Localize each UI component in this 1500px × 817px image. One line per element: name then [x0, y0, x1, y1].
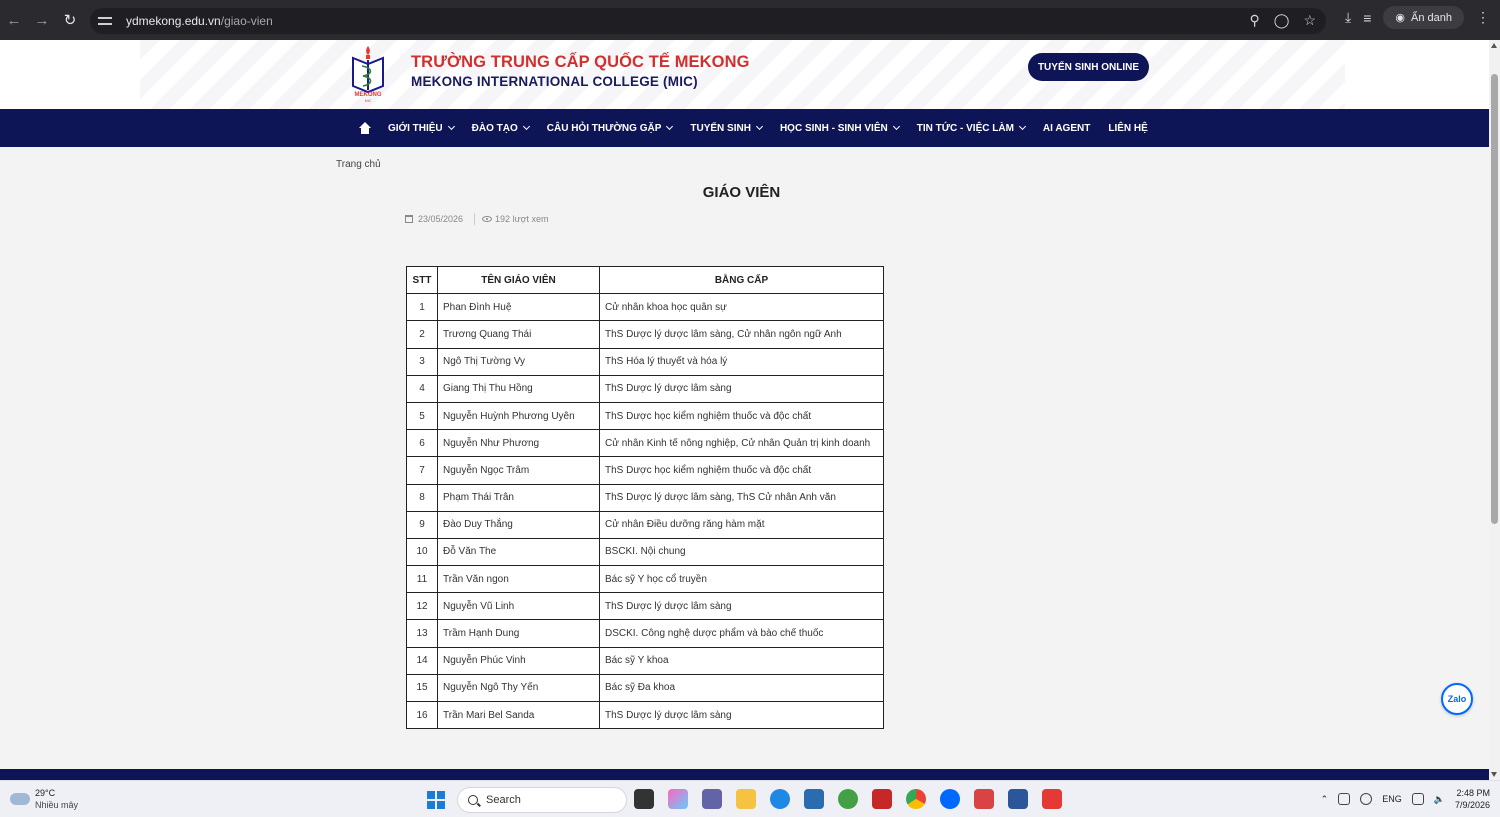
- chevron-down-icon: [1019, 123, 1026, 130]
- teacher-degree: Cử nhân Kinh tế nông nghiệp, Cử nhân Quản trị kinh doanh: [600, 430, 884, 457]
- teacher-name: Ngô Thị Tường Vy: [438, 348, 600, 375]
- app-icon[interactable]: [838, 789, 858, 809]
- address-bar[interactable]: [90, 8, 1326, 34]
- scroll-up-icon[interactable]: [1491, 43, 1497, 48]
- teacher-name: Trương Quang Thái: [438, 321, 600, 348]
- search-label: Search: [486, 794, 521, 806]
- chrome-icon[interactable]: [906, 789, 926, 809]
- eye-off-icon[interactable]: ◯: [1273, 12, 1290, 28]
- post-date: 23/05/2026: [418, 214, 464, 224]
- table-row: [407, 702, 884, 729]
- weather-description: Nhiều mây: [35, 800, 79, 810]
- teacher-index: 2: [407, 321, 438, 348]
- chevron-up-icon[interactable]: ⌃: [1320, 793, 1329, 804]
- temperature: 29°C: [35, 788, 56, 798]
- tray-app-icon[interactable]: [1338, 793, 1350, 805]
- teacher-name: Trần Mari Bel Sanda: [438, 702, 600, 729]
- teacher-index: 7: [407, 457, 438, 484]
- nav-item-news-jobs[interactable]: TIN TỨC - VIỆC LÀM: [917, 123, 1025, 134]
- network-icon[interactable]: [1412, 793, 1424, 805]
- teacher-degree: Bác sỹ Y học cổ truyền: [600, 566, 884, 593]
- teacher-degree: BSCKI. Nội chung: [600, 538, 884, 565]
- scroll-down-icon[interactable]: [1491, 772, 1497, 777]
- windows-taskbar: [0, 780, 1500, 817]
- download-icon[interactable]: ⤓: [1345, 9, 1352, 25]
- teacher-degree: ThS Dược lý dược lâm sàng, Cử nhân ngôn ngữ Anh: [600, 321, 884, 348]
- teacher-degree: ThS Dược lý dược lâm sàng: [600, 702, 884, 729]
- start-button[interactable]: [427, 791, 445, 809]
- language-indicator[interactable]: ENG: [1382, 794, 1402, 804]
- home-icon[interactable]: [358, 122, 372, 134]
- table-row: [407, 566, 884, 593]
- search-icon: [468, 795, 478, 805]
- mcafee-icon[interactable]: [872, 789, 892, 809]
- teacher-index: 11: [407, 566, 438, 593]
- teacher-index: 14: [407, 647, 438, 674]
- forward-icon[interactable]: →: [34, 11, 50, 29]
- clock-date: 7/9/2026: [1454, 800, 1490, 810]
- teacher-index: 4: [407, 375, 438, 402]
- table-row: [407, 593, 884, 620]
- active-app-icon[interactable]: [974, 789, 994, 809]
- school-name-en: MEKONG INTERNATIONAL COLLEGE (MIC): [411, 74, 698, 89]
- teacher-index: 10: [407, 538, 438, 565]
- meta-divider: [474, 213, 475, 225]
- table-row: [407, 348, 884, 375]
- scrollbar-thumb[interactable]: [1491, 74, 1498, 524]
- calendar-icon: [405, 215, 413, 223]
- browser-toolbar: [0, 0, 1500, 40]
- teacher-index: 1: [407, 294, 438, 321]
- menu-icon[interactable]: ⋮: [1476, 9, 1490, 25]
- teacher-degree: Cử nhân Điều dưỡng răng hàm mặt: [600, 511, 884, 538]
- chevron-down-icon: [666, 123, 673, 130]
- table-row: [407, 375, 884, 402]
- svg-text:MIC: MIC: [364, 99, 372, 103]
- teacher-degree: ThS Dược lý dược lâm sàng: [600, 375, 884, 402]
- teacher-name: Phan Đình Huệ: [438, 294, 600, 321]
- teacher-index: 15: [407, 674, 438, 701]
- chevron-down-icon: [756, 123, 763, 130]
- teacher-name: Trầm Hạnh Dung: [438, 620, 600, 647]
- table-row: [407, 620, 884, 647]
- teacher-degree: Cử nhân khoa học quân sự: [600, 294, 884, 321]
- footer-bar: [0, 769, 1489, 780]
- teacher-index: 12: [407, 593, 438, 620]
- cloud-icon: [10, 793, 30, 805]
- site-info-icon[interactable]: [98, 15, 114, 27]
- table-header-row: [407, 267, 884, 294]
- table-row: [407, 402, 884, 429]
- nav-item-students[interactable]: HỌC SINH - SINH VIÊN: [780, 123, 899, 134]
- teacher-index: 3: [407, 348, 438, 375]
- reload-icon[interactable]: ↻: [63, 12, 77, 29]
- eye-icon: [482, 216, 492, 222]
- teacher-name: Nguyễn Huỳnh Phương Uyên: [438, 402, 600, 429]
- chevron-down-icon: [523, 123, 530, 130]
- zalo-app-icon[interactable]: [940, 789, 960, 809]
- site-header: [0, 40, 1489, 109]
- teacher-degree: Bác sỹ Y khoa: [600, 647, 884, 674]
- school-name-vn: TRƯỜNG TRUNG CẤP QUỐC TẾ MEKONG: [411, 53, 750, 71]
- teacher-name: Nguyễn Vũ Linh: [438, 593, 600, 620]
- teacher-index: 9: [407, 511, 438, 538]
- teacher-name: Nguyễn Ngô Thy Yến: [438, 674, 600, 701]
- teacher-degree: ThS Hóa lý thuyết và hóa lý: [600, 348, 884, 375]
- teacher-degree: ThS Dược học kiểm nghiệm thuốc và độc chất: [600, 457, 884, 484]
- incognito-icon: ◉: [1395, 12, 1406, 24]
- main-nav: [0, 109, 1489, 147]
- file-explorer-icon[interactable]: [736, 789, 756, 809]
- page-scrollbar[interactable]: [1489, 40, 1500, 780]
- teacher-degree: Bác sỹ Đa khoa: [600, 674, 884, 701]
- nav-item-dao-tao[interactable]: ĐÀO TẠO: [472, 123, 529, 134]
- table-row: [407, 484, 884, 511]
- table-row: [407, 321, 884, 348]
- admission-online-button[interactable]: TUYỂN SINH ONLINE: [1028, 53, 1149, 81]
- teacher-degree: ThS Dược lý dược lâm sàng: [600, 593, 884, 620]
- store-icon[interactable]: [804, 789, 824, 809]
- teacher-name: Nguyễn Như Phương: [438, 430, 600, 457]
- teacher-index: 6: [407, 430, 438, 457]
- teacher-name: Phạm Thái Trân: [438, 484, 600, 511]
- teacher-table: [406, 266, 884, 729]
- teacher-degree: ThS Dược học kiểm nghiệm thuốc và độc chất: [600, 402, 884, 429]
- breadcrumb[interactable]: Trang chủ: [336, 159, 381, 170]
- snipping-tool-icon[interactable]: [1042, 789, 1062, 809]
- teacher-degree: ThS Dược lý dược lâm sàng, ThS Cử nhân Anh văn: [600, 484, 884, 511]
- table-row: [407, 430, 884, 457]
- tray-app-icon-2[interactable]: [1360, 793, 1372, 805]
- nav-item-tuyen-sinh[interactable]: TUYỂN SINH: [690, 123, 762, 134]
- weather-widget[interactable]: [10, 787, 78, 811]
- copilot-icon[interactable]: [668, 789, 688, 809]
- edge-icon[interactable]: [770, 789, 790, 809]
- teacher-index: 13: [407, 620, 438, 647]
- table-row: [407, 538, 884, 565]
- url-text[interactable]: ydmekong.edu.vn/giao-vien: [126, 14, 273, 28]
- teacher-index: 16: [407, 702, 438, 729]
- nav-item-gioi-thieu[interactable]: GIỚI THIỆU: [388, 123, 454, 134]
- teacher-name: Nguyễn Ngọc Trâm: [438, 457, 600, 484]
- teacher-name: Nguyễn Phúc Vinh: [438, 647, 600, 674]
- teacher-name: Đào Duy Thắng: [438, 511, 600, 538]
- teacher-index: 8: [407, 484, 438, 511]
- teacher-name: Trần Văn ngon: [438, 566, 600, 593]
- view-count: 192 lượt xem: [495, 214, 549, 224]
- zalo-chat-button[interactable]: [1441, 683, 1473, 715]
- table-row: [407, 647, 884, 674]
- reading-list-icon[interactable]: ≡: [1363, 9, 1372, 26]
- chevron-down-icon: [448, 123, 455, 130]
- back-icon[interactable]: ←: [6, 11, 22, 29]
- column-header-name: TÊN GIÁO VIÊN: [438, 267, 600, 294]
- teams-icon[interactable]: [702, 789, 722, 809]
- teacher-index: 5: [407, 402, 438, 429]
- page-title: GIÁO VIÊN: [702, 184, 781, 201]
- table-row: [407, 674, 884, 701]
- clock-time: 2:48 PM: [1456, 788, 1490, 798]
- teacher-name: Đỗ Văn The: [438, 538, 600, 565]
- nav-item-ai-agent[interactable]: AI AGENT: [1042, 122, 1091, 134]
- table-row: [407, 457, 884, 484]
- teacher-name: Giang Thị Thu Hồng: [438, 375, 600, 402]
- nav-item-faq[interactable]: CÂU HỎI THƯỜNG GẶP: [547, 123, 673, 134]
- task-view-icon[interactable]: [634, 789, 654, 809]
- word-icon[interactable]: [1008, 789, 1028, 809]
- svg-text:MEKONG: MEKONG: [354, 92, 382, 98]
- column-header-degree: BẰNG CẤP: [600, 267, 884, 294]
- table-row: [407, 294, 884, 321]
- teacher-degree: DSCKI. Công nghệ dược phẩm và bào chế thuốc: [600, 620, 884, 647]
- star-icon[interactable]: ☆: [1303, 12, 1316, 28]
- post-meta: [405, 213, 549, 225]
- zoom-icon[interactable]: ⚲: [1249, 12, 1260, 28]
- column-header-stt: STT: [407, 267, 438, 294]
- nav-item-contact[interactable]: LIÊN HỆ: [1108, 122, 1148, 134]
- taskbar-search[interactable]: [457, 787, 627, 813]
- zalo-label: Zalo: [1447, 694, 1467, 704]
- speaker-icon[interactable]: 🔈: [1433, 793, 1445, 804]
- incognito-badge[interactable]: ◉ Ẩn danh: [1383, 6, 1464, 29]
- system-clock[interactable]: [1455, 787, 1490, 811]
- table-row: [407, 511, 884, 538]
- school-logo[interactable]: [349, 44, 387, 104]
- chevron-down-icon: [893, 123, 900, 130]
- school-name[interactable]: [411, 53, 750, 89]
